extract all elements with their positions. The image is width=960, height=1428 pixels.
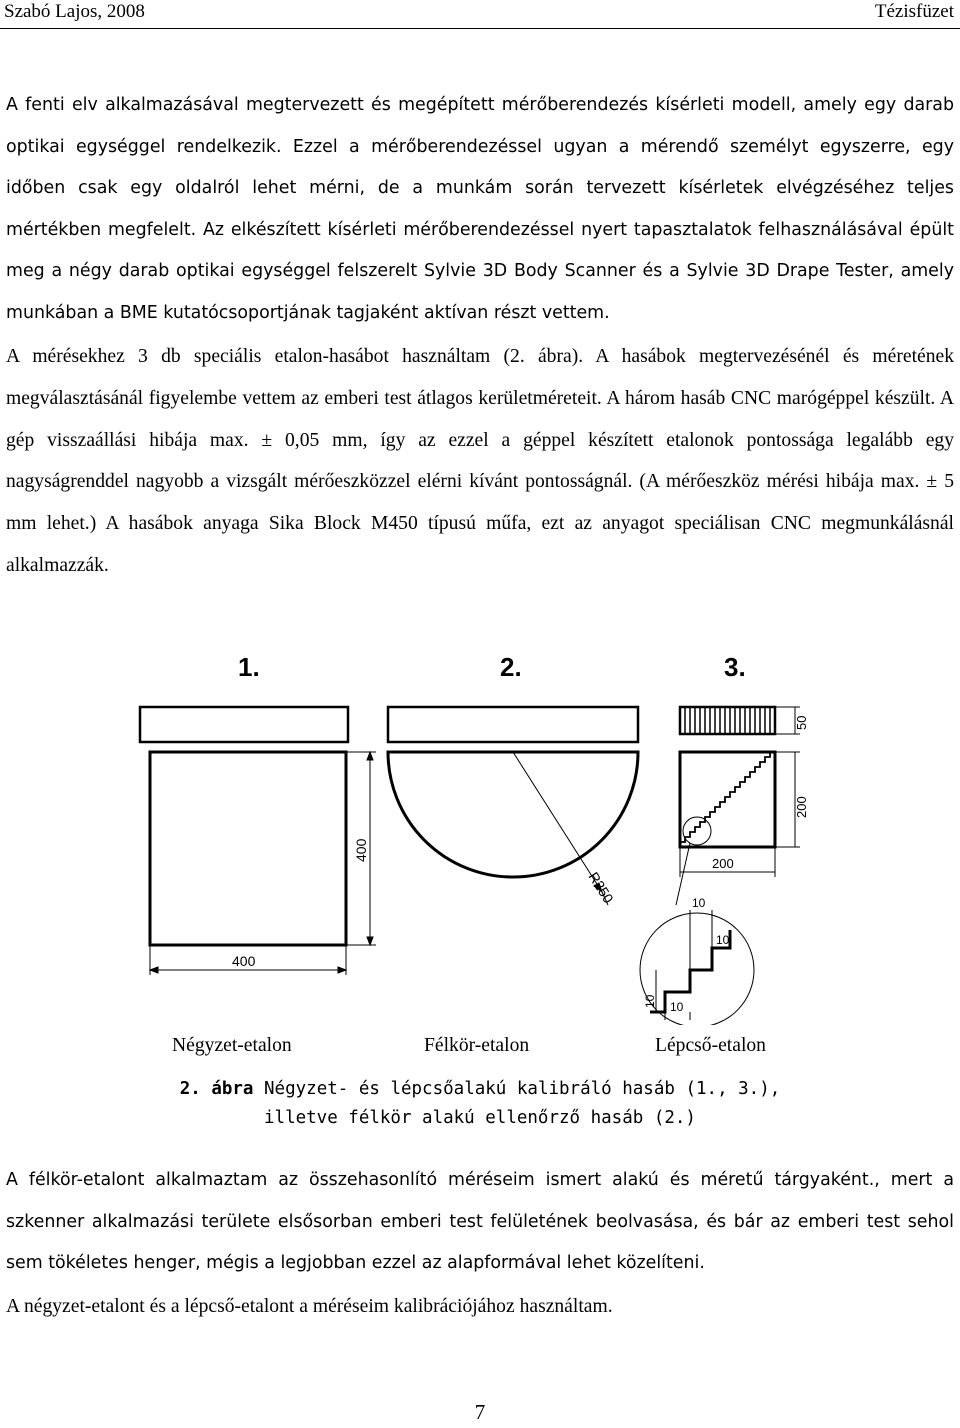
page-number: 7 [474, 1400, 486, 1424]
paragraph-1: A fenti elv alkalmazásával megtervezett és megépített mérőberendezés kísérleti modell, amely egy darab optikai egységgel rendelkezik. Ezzel a mérőberendezéssel ugyan a mérendő személyt egyszerre, egy időben csak egy oldalról lehet mérni, de a munkám során tervezett kísérletek elvégzéséhez teljes mértékben megfelelt. Az elkészített kísérleti mérőberendezéssel nyert tapasztalatok felhasználásával épült meg a négy darab optikai egységgel felszerelt Sylvie 3D Body Scanner és a Sylvie 3D Drape Tester, amely munkában a BME kutatócsoportjának tagjaként aktívan részt vettem. [6, 95, 954, 323]
step-etalon [640, 707, 809, 1025]
step-detail-10-bottom: 10 [670, 1000, 684, 1014]
step-bottom-label: 200 [712, 856, 734, 871]
figure-labels [0, 1035, 960, 1065]
header-title: Tézisfüzet [874, 1, 954, 22]
figure-caption [0, 1075, 960, 1133]
semicircle-etalon [388, 707, 638, 906]
page-header [0, 0, 960, 29]
header-author: Szabó Lajos, 2008 [4, 1, 145, 22]
label-step-etalon: Lépcső-etalon [655, 1035, 766, 1056]
label-semicircle-etalon: Félkör-etalon [424, 1035, 530, 1056]
square-height-label: 400 [353, 838, 369, 862]
square-width-label: 400 [232, 953, 256, 969]
figure-number-3: 3. [724, 652, 746, 682]
figure-number-1: 1. [238, 652, 260, 682]
step-top-label: 50 [794, 715, 809, 730]
figure-2-etalons [0, 645, 960, 1025]
step-detail-10-top: 10 [692, 896, 706, 910]
figure-number-2: 2. [500, 652, 522, 682]
paragraph-3: A félkör-etalont alkalmaztam az összehasonlító méréseim ismert alakú és méretű tárgyaként., mert a szkenner alkalmazási területe elsősorban emberi test felületének beolvasása, és bár az emberi test sehol sem tökéletes henger, mégis a legjobban ezzel az alapformával lehet közelíteni. [6, 1170, 954, 1274]
paragraph-4: A négyzet-etalont és a lépcső-etalont a méréseim kalibrációjához használtam. [6, 1296, 613, 1317]
step-detail-10-mid: 10 [716, 933, 730, 947]
square-etalon [140, 707, 376, 975]
caption-line-2: illetve félkör alakú ellenőrző hasáb (2.) [264, 1108, 696, 1128]
label-square-etalon: Négyzet-etalon [172, 1035, 292, 1056]
semicircle-radius-label: R250 [585, 869, 617, 906]
step-side-label: 200 [794, 796, 809, 818]
caption-prefix: 2. ábra [179, 1079, 254, 1099]
caption-line-1: Négyzet- és lépcsőalakú kalibráló hasáb (1., 3.), [253, 1079, 781, 1099]
paragraph-2: A mérésekhez 3 db speciális etalon-hasábot használtam (2. ábra). A hasábok megtervezésénél és méretének megválasztásánál figyelembe vettem az emberi test átlagos kerületméreteit. A három hasáb CNC marógéppel készült. A gép visszaállási hibája max. ± 0,05 mm, így az ezzel a géppel készített etalonok pontossága legalább egy nagyságrenddel nagyobb a vizsgált mérőeszközzel elérni kívánt pontosságnál. (A mérőeszköz mérési hibája max. ± 5 mm lehet.) A hasábok anyaga Sika Block M450 típusú műfa, ezt az anyagot speciálisan CNC megmunkálásnál alkalmazzák. [6, 346, 954, 576]
step-detail-10-left: 10 [643, 994, 657, 1008]
